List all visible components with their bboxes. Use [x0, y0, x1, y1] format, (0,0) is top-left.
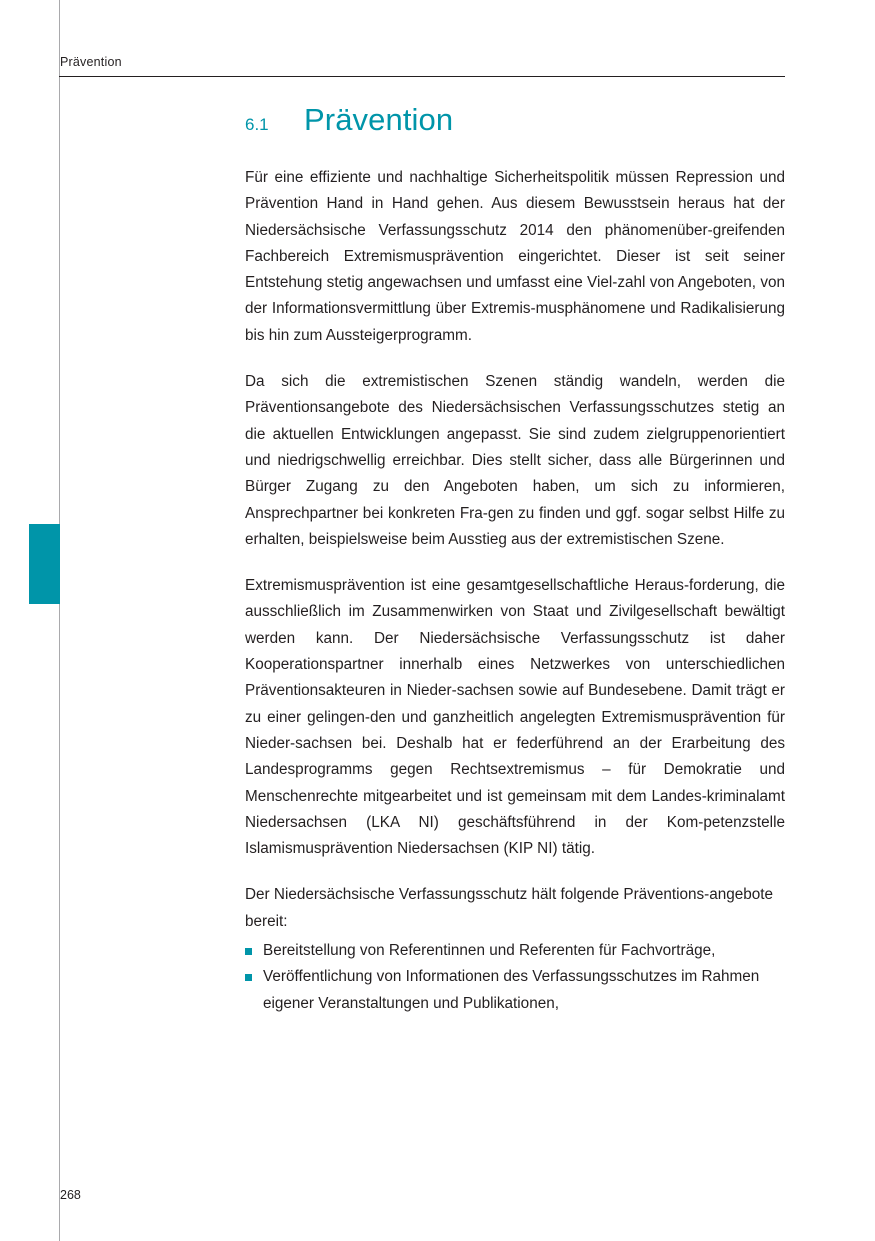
running-header	[59, 55, 785, 77]
paragraph-1: Für eine effiziente und nachhaltige Sicherheitspolitik müssen Repression und Prävention Hand in Hand gehen. Aus diesem Bewusstsein heraus hat der Niedersächsische Verfassungsschutz 2014 den phänomenüber-greifenden Fachbereich Extremismusprävention eingerichtet. Dieser ist seit seiner Entstehung stetig angewachsen und umfasst eine Viel-zahl von Angeboten, von der Informationsvermittlung über Extremis-musphänomene und Radikalisierung bis hin zum Aussteigerprogramm.	[245, 169, 785, 344]
list-item	[245, 964, 785, 1017]
square-bullet-icon	[245, 948, 252, 955]
paragraph-4: Der Niedersächsische Verfassungsschutz hält folgende Präventions-angebote bereit:	[245, 886, 774, 930]
prevention-offer-list	[245, 938, 785, 1017]
chapter-edge-tab	[29, 524, 60, 604]
running-header-text: Prävention	[60, 55, 122, 69]
paragraph-3: Extremismusprävention ist eine gesamtgesellschaftliche Heraus-forderung, die ausschließlich im Zusammenwirken von Staat und Zivilgesellschaft bewältigt werden kann. Der Niedersächsische Verfassungsschutz ist daher Kooperationspartner innerhalb eines Netzwerkes von unterschiedlichen Präventionsakteuren in Nieder-sachsen sowie auf Bundesebene. Damit trägt er zu einer gelingen-den und ganzheitlich angelegten Extremismusprävention für Nieder-sachsen bei. Deshalb hat er federführend an der Erarbeitung des Landesprogramms gegen Rechtsextremismus – für Demokratie und Menschenrechte mitgearbeitet und ist gemeinsam mit dem Landes-kriminalamt Niedersachsen (LKA NI) geschäftsführend in der Kom-petenzstelle Islamismusprävention Niedersachsen (KIP NI) tätig.	[245, 577, 785, 858]
main-text-column	[245, 104, 785, 1017]
paragraph-2: Da sich die extremistischen Szenen ständig wandeln, werden die Präventionsangebote des Niedersächsischen Verfassungsschutzes stetig an die aktuellen Entwicklungen angepasst. Sie sind zudem zielgruppenorientiert und niedrigschwellig erreichbar. Dies stellt sicher, dass alle Bürgerinnen und Bürger Zugang zu den Angeboten haben, um sich zu informieren, Ansprechpartner bei konkreten Fra-gen zu finden und ggf. sogar selbst Hilfe zu erhalten, beispielsweise beim Ausstieg aus der extremistischen Szene.	[245, 373, 785, 548]
section-number: 6.1	[245, 115, 269, 134]
list-item-label: Bereitstellung von Referentinnen und Referenten für Fachvorträge,	[263, 942, 716, 960]
section-title: Prävention	[304, 102, 454, 137]
list-item-label: Veröffentlichung von Informationen des Verfassungsschutzes im Rahmen eigener Veranstaltungen und Publikationen,	[263, 968, 760, 1012]
section-heading	[245, 104, 785, 135]
square-bullet-icon	[245, 974, 252, 981]
left-margin-rule	[59, 0, 60, 1241]
page-number: 268	[60, 1188, 81, 1202]
list-item	[245, 938, 785, 964]
running-header-rule	[59, 76, 785, 77]
